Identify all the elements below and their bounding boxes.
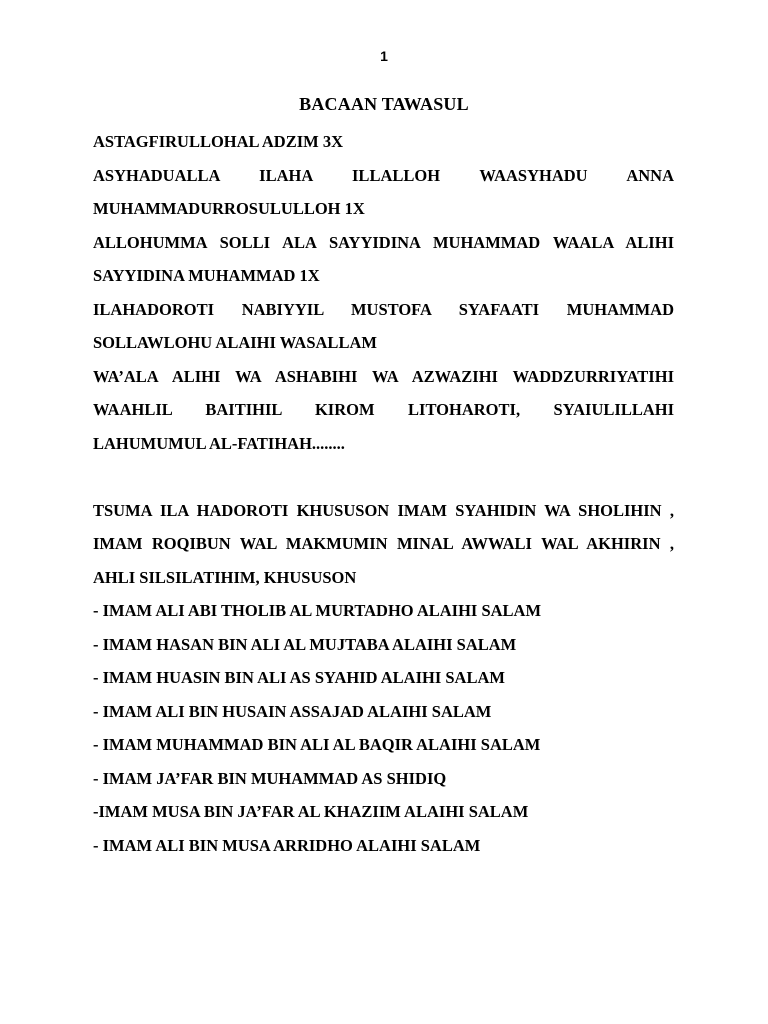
list-item: - IMAM ALI BIN HUSAIN ASSAJAD ALAIHI SALAM xyxy=(93,701,492,721)
document-body xyxy=(93,125,674,862)
paragraph-syahadat: ASYHADUALLA ILAHA ILLALLOH WAASYHADU ANNA MUHAMMADURROSULULLOH 1X xyxy=(93,165,674,218)
list-item: - IMAM ALI BIN MUSA ARRIDHO ALAIHI SALAM xyxy=(93,835,481,855)
paragraph-tsuma-ila-hadoroti: TSUMA ILA HADOROTI KHUSUSON IMAM SYAHIDIN WA SHOLIHIN , IMAM ROQIBUN WAL MAKMUMIN MINAL AWWALI WAL AKHIRIN , AHLI SILSILATIHIM, KHUSUSON xyxy=(93,500,674,587)
list-item: -IMAM MUSA BIN JA’FAR AL KHAZIIM ALAIHI SALAM xyxy=(93,802,529,821)
paragraph-istighfar: ASTAGFIRULLOHAL ADZIM 3X xyxy=(93,132,343,151)
page-number: 1 xyxy=(380,48,388,64)
document-title: BACAAN TAWASUL xyxy=(299,94,469,114)
paragraph-ila-hadoroti-nabi: ILAHADOROTI NABIYYIL MUSTOFA SYAFAATI MUHAMMAD SOLLAWLOHU ALAIHI WASALLAM xyxy=(93,299,674,352)
list-item: - IMAM JA’FAR BIN MUHAMMAD AS SHIDIQ xyxy=(93,768,447,788)
paragraph-sholawat: ALLOHUMMA SOLLI ALA SAYYIDINA MUHAMMAD WAALA ALIHI SAYYIDINA MUHAMMAD 1X xyxy=(93,232,674,285)
paragraph-spacer xyxy=(93,460,674,494)
list-item: - IMAM HASAN BIN ALI AL MUJTABA ALAIHI SALAM xyxy=(93,634,517,654)
list-item: - IMAM ALI ABI THOLIB AL MURTADHO ALAIHI SALAM xyxy=(93,601,542,620)
list-item: - IMAM HUASIN BIN ALI AS SYAHID ALAIHI SALAM xyxy=(93,668,505,687)
list-item: - IMAM MUHAMMAD BIN ALI AL BAQIR ALAIHI SALAM xyxy=(93,735,541,754)
imam-list xyxy=(93,594,674,862)
paragraph-wa-ala-alihi: WA’ALA ALIHI WA ASHABIHI WA AZWAZIHI WADDZURRIYATIHI WAAHLIL BAITIHIL KIROM LITOHAROTI, SYAIULILLAHI LAHUMUMUL AL-FATIHAH........ xyxy=(93,366,674,453)
